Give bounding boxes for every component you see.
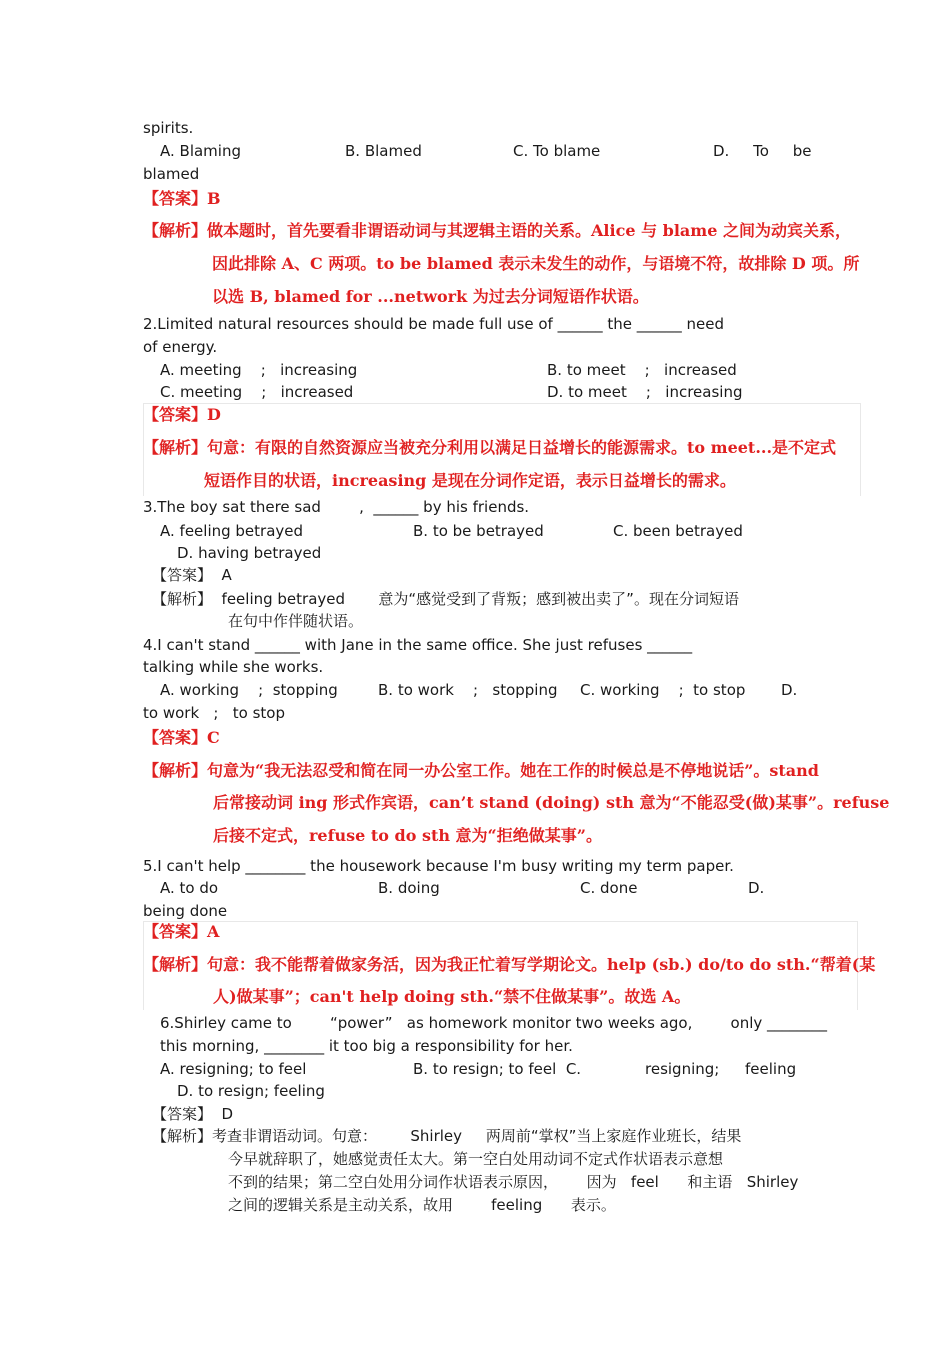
q2-analysis-2: 短语作目的状语，increasing 是现在分词作定语，表示日益增长的需求。 (204, 471, 736, 490)
q1-option-c: C. To blame (513, 142, 601, 160)
q4-analysis-3: 后接不定式，refuse to do sth 意为“拒绝做某事”。 (213, 826, 602, 845)
q6-analysis-4: 之间的逻辑关系是主动关系，故用 feeling 表示。 (228, 1196, 616, 1214)
q4-option-b: B. to work ; stopping (378, 681, 558, 699)
q1-analysis-2: 因此排除 A、C 两项。to be blamed 表示未发生的动作，与语境不符，故排除 D 项。所 (212, 254, 860, 273)
q1-analysis-3: 以选 B, blamed for ...network 为过去分词短语作状语。 (212, 287, 649, 306)
q6-option-c-2: feeling (745, 1060, 797, 1078)
q3-stem: 3.The boy sat there sad , ______ by his friends. (143, 498, 530, 516)
q3-option-d: D. having betrayed (177, 544, 322, 562)
q1-analysis-1: 【解析】做本题时，首先要看非谓语动词与其逻辑主语的关系。Alice 与 blame 之间为动宾关系， (143, 221, 851, 240)
q5-stem: 5.I can't help ________ the housework because I'm busy writing my term paper. (143, 857, 734, 875)
q6-stem-1: 6.Shirley came to “power” as homework monitor two weeks ago, only ________ (160, 1014, 828, 1032)
q6-option-a: A. resigning; to feel (160, 1060, 307, 1078)
q2-stem-1: 2.Limited natural resources should be made full use of ______ the ______ need (143, 315, 725, 333)
q5-option-d: D. (748, 879, 765, 897)
q3-analysis-2: 在句中作伴随状语。 (228, 612, 364, 630)
q6-analysis-1: 【解析】考查非谓语动词。句意： Shirley 两周前“掌权”当上家庭作业班长，结果 (152, 1127, 742, 1145)
q1-stem-end: spirits. (143, 119, 194, 137)
q5-option-d-cont: being done (143, 902, 228, 920)
q5-option-c: C. done (580, 879, 638, 897)
q6-option-b: B. to resign; to feel C. (413, 1060, 582, 1078)
q4-stem-1: 4.I can't stand ______ with Jane in the same office. She just refuses ______ (143, 636, 693, 654)
q5-analysis-2: 人)做某事”；can't help doing sth.“禁不住做某事”。故选 A。 (213, 987, 691, 1006)
q4-option-a: A. working ; stopping (160, 681, 338, 699)
q2-answer: 【答案】D (143, 405, 221, 424)
q4-option-c: C. working ; to stop (580, 681, 746, 699)
q1-option-a: A. Blaming (160, 142, 241, 160)
q3-analysis-1: 【解析】 feeling betrayed 意为“感觉受到了背叛；感到被出卖了”。现在分词短语 (152, 590, 739, 608)
q3-answer: 【答案】 A (152, 566, 232, 584)
q4-option-d-cont: to work ; to stop (143, 704, 286, 722)
q2-option-a: A. meeting ; increasing (160, 361, 358, 379)
q3-option-c: C. been betrayed (613, 522, 743, 540)
q4-analysis-2: 后常接动词 ing 形式作宾语，can’t stand (doing) sth 意为“不能忍受(做)某事”。refuse (213, 793, 890, 812)
q5-option-a: A. to do (160, 879, 219, 897)
q2-stem-2: of energy. (143, 338, 218, 356)
q1-option-d: D. To be (713, 142, 812, 160)
q1-option-b: B. Blamed (345, 142, 422, 160)
q6-analysis-3: 不到的结果；第二空白处用分词作状语表示原因， 因为 feel 和主语 Shirley (228, 1173, 799, 1191)
q5-answer: 【答案】A (143, 922, 220, 941)
q2-option-d: D. to meet ; increasing (547, 383, 743, 401)
q4-analysis-1: 【解析】句意为“我无法忍受和简在同一办公室工作。她在工作的时候总是不停地说话”。stand (143, 761, 819, 780)
q6-analysis-2: 今早就辞职了，她感觉责任太大。第一空白处用动词不定式作状语表示意想 (228, 1150, 724, 1168)
q3-option-b: B. to be betrayed (413, 522, 544, 540)
q3-option-a: A. feeling betrayed (160, 522, 304, 540)
q4-stem-2: talking while she works. (143, 658, 324, 676)
q6-stem-2: this morning, ________ it too big a responsibility for her. (160, 1037, 573, 1055)
q6-option-d: D. to resign; feeling (177, 1082, 325, 1100)
q1-answer: 【答案】B (143, 189, 221, 208)
q6-option-c: resigning; (645, 1060, 720, 1078)
q2-option-c: C. meeting ; increased (160, 383, 354, 401)
q5-analysis-1: 【解析】句意：我不能帮着做家务活，因为我正忙着写学期论文。help (sb.) do/to do sth.“帮着(某 (143, 955, 876, 974)
q5-option-b: B. doing (378, 879, 440, 897)
q6-answer: 【答案】 D (152, 1105, 234, 1123)
q4-answer: 【答案】C (143, 728, 220, 747)
q1-option-d-cont: blamed (143, 165, 200, 183)
q4-option-d: D. (781, 681, 798, 699)
q2-analysis-1: 【解析】句意：有限的自然资源应当被充分利用以满足日益增长的能源需求。to meet...是不定式 (143, 438, 837, 457)
q2-option-b: B. to meet ; increased (547, 361, 737, 379)
